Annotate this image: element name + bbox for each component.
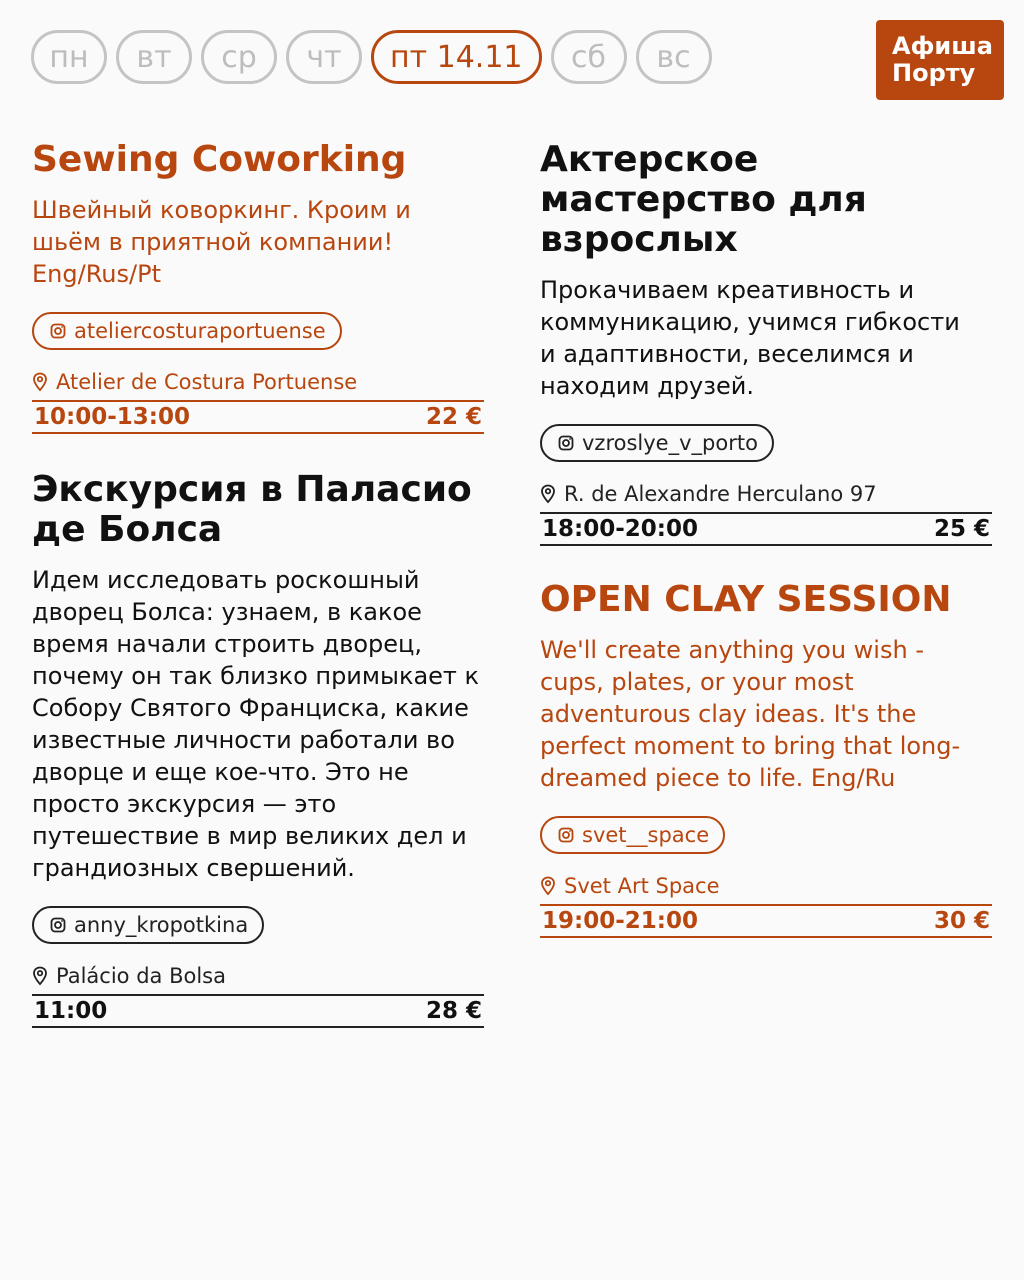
location-pin-icon (32, 966, 48, 986)
day-selector (31, 30, 712, 84)
event-price: 30 € (933, 908, 990, 934)
event-description: Идем исследовать роскошный дворец Болса: узнаем, в какое время начали строить дворец, почему он так близко примыкает к Собору Святого Франциска, какие известные личности работали во дворце и еще кое-что. Это не просто экскурсия — это путешествие в мир великих дел и грандиозных свершений. (32, 566, 480, 882)
event-price: 25 € (933, 516, 990, 542)
instagram-icon (558, 827, 574, 843)
day-tab-fri[interactable]: пт 14.11 (371, 30, 542, 84)
instagram-chip[interactable] (540, 816, 725, 854)
instagram-icon (50, 323, 66, 339)
location-name: Palácio da Bolsa (56, 964, 226, 988)
time-price-bar (32, 994, 484, 1028)
instagram-chip[interactable] (540, 424, 774, 462)
time-price-bar (540, 512, 992, 546)
event-description: We'll create anything you wish - cups, plates, or your most adventurous clay ideas. It's the perfect moment to bring that long-dreamed piece to life. Eng/Ru (540, 636, 961, 792)
location (540, 874, 992, 898)
location (540, 482, 992, 506)
location-pin-icon (540, 876, 556, 896)
event-time: 11:00 (34, 998, 108, 1024)
event-title: Актерское мастерство для взрослых (540, 139, 867, 260)
location-name: Atelier de Costura Portuense (56, 370, 358, 394)
location (32, 964, 484, 988)
day-tab-sun[interactable]: вс (636, 30, 712, 84)
event-time: 18:00-20:00 (542, 516, 698, 542)
location (32, 370, 484, 394)
day-tab-thu[interactable]: чт (286, 30, 362, 84)
instagram-chip[interactable] (32, 312, 342, 350)
event-time: 10:00-13:00 (34, 404, 190, 430)
event-description: Швейный коворкинг. Кроим и шьём в приятной компании! Eng/Rus/Pt (32, 196, 411, 288)
event-card-sewing (32, 140, 484, 434)
event-price: 22 € (425, 404, 482, 430)
event-card-acting (540, 140, 992, 546)
day-tab-mon[interactable]: пн (31, 30, 107, 84)
instagram-chip[interactable] (32, 906, 264, 944)
event-price: 28 € (425, 998, 482, 1024)
instagram-icon (558, 435, 574, 451)
instagram-handle: svet__space (582, 823, 710, 847)
logo-line-2: Порту (892, 59, 976, 87)
logo (876, 20, 1004, 100)
logo-line-1: Афиша (892, 32, 993, 60)
location-name: Svet Art Space (564, 874, 720, 898)
instagram-handle: vzroslye_v_porto (582, 431, 758, 455)
time-price-bar (32, 400, 484, 434)
event-title: OPEN CLAY SESSION (540, 579, 952, 620)
time-price-bar (540, 904, 992, 938)
event-title: Sewing Coworking (32, 139, 407, 180)
instagram-handle: ateliercosturaportuense (74, 319, 326, 343)
instagram-icon (50, 917, 66, 933)
day-tab-tue[interactable]: вт (116, 30, 192, 84)
event-card-palacio (32, 470, 484, 1028)
event-card-clay (540, 580, 992, 938)
day-tab-sat[interactable]: сб (551, 30, 627, 84)
location-name: R. de Alexandre Herculano 97 (564, 482, 877, 506)
instagram-handle: anny_kropotkina (74, 913, 249, 937)
event-title: Экскурсия в Паласио де Болса (32, 469, 472, 550)
event-time: 19:00-21:00 (542, 908, 698, 934)
location-pin-icon (32, 372, 48, 392)
event-description: Прокачиваем креативность и коммуникацию, учимся гибкости и адаптивности, веселимся и находим друзей. (540, 276, 960, 400)
location-pin-icon (540, 484, 556, 504)
day-tab-wed[interactable]: ср (201, 30, 277, 84)
